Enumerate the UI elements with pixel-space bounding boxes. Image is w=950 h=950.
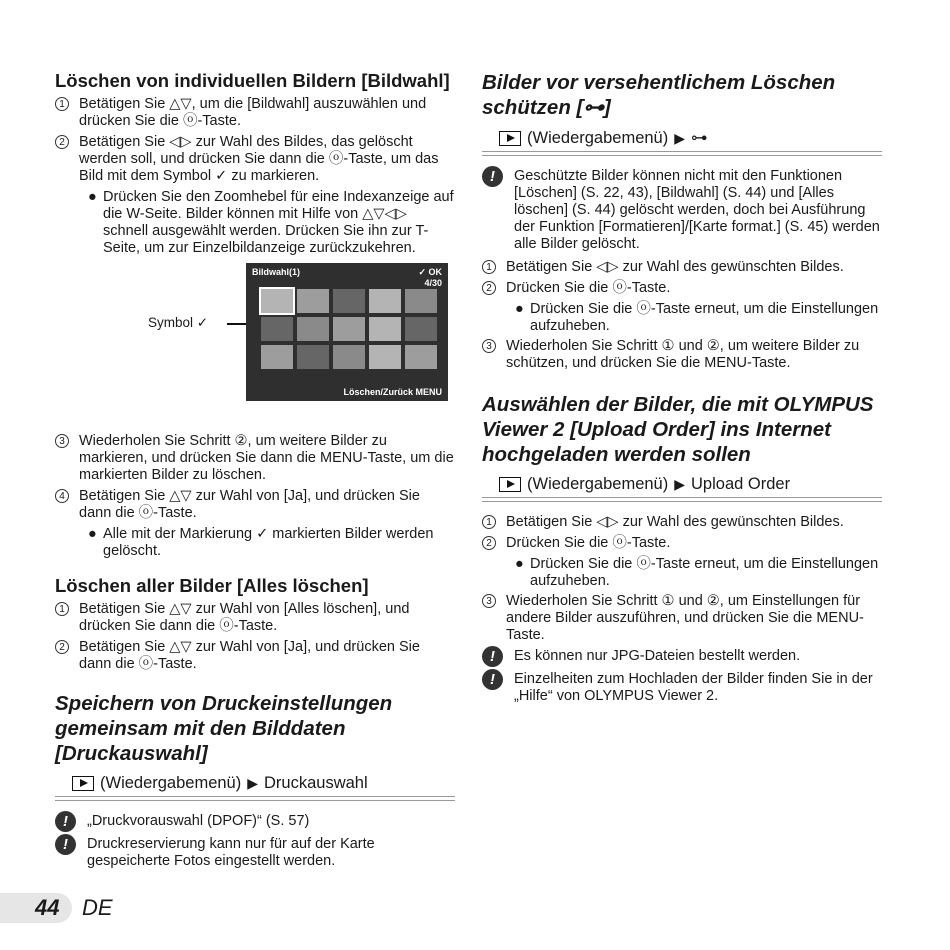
step-2 (55, 639, 455, 673)
step-1 (482, 514, 882, 531)
thumbnail[interactable] (333, 289, 365, 313)
thumbnail[interactable] (369, 317, 401, 341)
section-title-alles-loeschen: Löschen aller Bilder [Alles löschen] (55, 575, 369, 596)
thumbnail[interactable] (333, 317, 365, 341)
step-1 (55, 96, 455, 130)
step-text: Betätigen Sie △▽ zur Wahl von [Ja], und drücken Sie dann die ⓞ-Taste. (79, 639, 420, 672)
arrow-right-icon: ▶ (247, 775, 259, 791)
bullet-item: ● Drücken Sie die ⓞ-Taste erneut, um die Einstellungen aufzuheben. (515, 556, 879, 589)
step-number: 2 (482, 281, 496, 295)
note (482, 671, 882, 705)
step-number: 3 (482, 594, 496, 608)
caution-icon: ! (482, 646, 503, 667)
step-number: 2 (55, 640, 69, 654)
note (55, 813, 455, 830)
note-text: „Druckvorauswahl (DPOF)“ (S. 57) (87, 813, 310, 829)
menu-path (499, 475, 882, 494)
thumbnail[interactable] (297, 345, 329, 369)
bullet-text: Drücken Sie den Zoomhebel für eine Indexanzeige auf die W-Seite. Bilder können mit Hilfe von △▽◁▷ schnell ausgewählt werden. Drücken Sie ihn zur T-Seite, um zur Einzelbildanzeige zurückzukehren. (103, 189, 454, 256)
menu-path-label: (Wiedergabemenü) (100, 774, 242, 792)
playback-icon (499, 131, 521, 146)
thumbnail[interactable] (369, 289, 401, 313)
bullet-text: Drücken Sie die ⓞ-Taste erneut, um die Einstellungen aufzuheben. (530, 556, 879, 589)
step-1 (55, 601, 455, 635)
menu-path-target: Upload Order (691, 475, 791, 493)
section-title-schuetzen: Bilder vor versehentlichem Löschen schützen [⊶] (482, 71, 836, 119)
arrow-right-icon: ▶ (674, 476, 686, 492)
step-4 (55, 488, 455, 522)
step-text: Wiederholen Sie Schritt ① und ②, um weitere Bilder zu schützen, und drücken Sie die MENU-Taste. (506, 338, 860, 371)
step-number: 1 (55, 97, 69, 111)
step-2 (482, 280, 882, 297)
language-code: DE (82, 895, 113, 920)
playback-icon (499, 477, 521, 492)
caution-icon: ! (482, 669, 503, 690)
note-text: Es können nur JPG-Dateien bestellt werden. (514, 648, 801, 664)
arrow-right-icon: ▶ (674, 129, 686, 146)
caution-icon: ! (55, 834, 76, 855)
thumbnail[interactable] (369, 345, 401, 369)
lcd-screen (246, 263, 448, 401)
step-text: Betätigen Sie ◁▷ zur Wahl des Bildes, das gelöscht werden soll, und drücken Sie dann die ⓞ-Taste, um das Bild mit dem Symbol ✓ zu markieren. (79, 134, 439, 184)
section-title-bildwahl: Löschen von individuellen Bildern [Bildwahl] (55, 70, 450, 91)
page-number-tab (0, 893, 72, 923)
note-text: Einzelheiten zum Hochladen der Bilder finden Sie in der „Hilfe“ von OLYMPUS Viewer 2. (514, 671, 873, 704)
step-3 (482, 593, 882, 644)
divider (55, 796, 455, 801)
step-text: Drücken Sie die ⓞ-Taste. (506, 280, 671, 296)
note (482, 648, 882, 665)
thumbnail[interactable] (405, 289, 437, 313)
thumbnail[interactable] (297, 317, 329, 341)
step-text: Betätigen Sie △▽ zur Wahl von [Alles löschen], und drücken Sie dann die ⓞ-Taste. (79, 601, 410, 634)
note (55, 836, 455, 870)
step-number: 4 (55, 489, 69, 503)
note-text: Druckreservierung kann nur für auf der Karte gespeicherte Fotos eingestellt werden. (87, 836, 375, 869)
thumbnail[interactable] (405, 317, 437, 341)
step-1 (482, 259, 882, 276)
step-text: Betätigen Sie △▽, um die [Bildwahl] auszuwählen und drücken Sie die ⓞ-Taste. (79, 96, 427, 129)
menu-path (499, 128, 882, 148)
symbol-label: Symbol ✓ (148, 315, 209, 330)
thumbnail[interactable] (297, 289, 329, 313)
step-3 (482, 338, 882, 372)
note (482, 168, 882, 253)
step-number: 3 (482, 339, 496, 353)
section-title-upload-order: Auswählen der Bilder, die mit OLYMPUS Viewer 2 [Upload Order] ins Internet hochgeladen werden sollen (482, 393, 874, 466)
menu-path-label: (Wiedergabemenü) (527, 475, 669, 493)
divider (482, 497, 882, 502)
bullet-text: Drücken Sie die ⓞ-Taste erneut, um die Einstellungen aufzuheben. (530, 301, 879, 334)
step-3 (55, 433, 455, 484)
camera-screen-figure (55, 263, 455, 423)
menu-path-target: Druckauswahl (264, 774, 368, 792)
thumbnail[interactable] (261, 345, 293, 369)
page-number: 44 (35, 895, 60, 920)
menu-path-label: (Wiedergabemenü) (527, 128, 669, 147)
bullet-text: Alle mit der Markierung ✓ markierten Bilder werden gelöscht. (103, 526, 434, 559)
step-text: Betätigen Sie ◁▷ zur Wahl des gewünschten Bildes. (506, 514, 844, 530)
lcd-title: Bildwahl(1) (252, 267, 301, 277)
step-number: 2 (482, 536, 496, 550)
step-number: 1 (482, 515, 496, 529)
thumbnail[interactable] (261, 289, 293, 313)
step-2 (482, 535, 882, 552)
menu-path (72, 774, 455, 793)
thumbnail[interactable] (333, 345, 365, 369)
protect-icon: ⊶ (691, 129, 708, 147)
step-text: Drücken Sie die ⓞ-Taste. (506, 535, 671, 551)
step-text: Betätigen Sie ◁▷ zur Wahl des gewünschten Bildes. (506, 259, 844, 275)
step-number: 3 (55, 434, 69, 448)
step-2 (55, 134, 455, 185)
step-text: Wiederholen Sie Schritt ① und ②, um Einstellungen für andere Bilder auszuführen, und drücken Sie die MENU-Taste. (506, 593, 864, 643)
caution-icon: ! (482, 166, 503, 187)
bullet-item: ● Alle mit der Markierung ✓ markierten Bilder werden gelöscht. (88, 526, 434, 559)
note-text: Geschützte Bilder können nicht mit den Funktionen [Löschen] (S. 22, 43), [Bildwahl] (S. 44) und [Alles löschen] (S. 44) gelöscht werden, doch bei Ausführung der Funktion [Formatieren]/[Karte format.] (S. 45) werden alle Bilder gelöscht. (514, 168, 880, 252)
step-number: 1 (55, 602, 69, 616)
lcd-status: ✓ OK 4/30 (418, 267, 442, 288)
step-text: Wiederholen Sie Schritt ②, um weitere Bilder zu markieren, und drücken Sie dann die MENU-Taste, um die markierten Bilder zu löschen. (79, 433, 454, 483)
divider (482, 151, 882, 156)
bullet-item: ● Drücken Sie die ⓞ-Taste erneut, um die Einstellungen aufzuheben. (515, 301, 879, 334)
left-column (55, 70, 455, 876)
caution-icon: ! (55, 811, 76, 832)
thumbnail[interactable] (261, 317, 293, 341)
lcd-footer: Löschen/Zurück MENU (343, 387, 442, 397)
step-number: 2 (55, 135, 69, 149)
section-title-druckauswahl: Speichern von Druckeinstellungen gemeinsam mit den Bilddaten [Druckauswahl] (55, 692, 393, 765)
step-text: Betätigen Sie △▽ zur Wahl von [Ja], und drücken Sie dann die ⓞ-Taste. (79, 488, 420, 521)
playback-icon (72, 776, 94, 791)
bullet-item: ● Drücken Sie den Zoomhebel für eine Indexanzeige auf die W-Seite. Bilder können mit Hilfe von △▽◁▷ schnell ausgewählt werden. Drücken Sie ihn zur T-Seite, um zur Einzelbildanzeige zurückzukehren. (88, 189, 454, 256)
right-column (482, 70, 882, 711)
thumbnail[interactable] (405, 345, 437, 369)
thumbnail-grid (261, 289, 437, 369)
step-number: 1 (482, 260, 496, 274)
